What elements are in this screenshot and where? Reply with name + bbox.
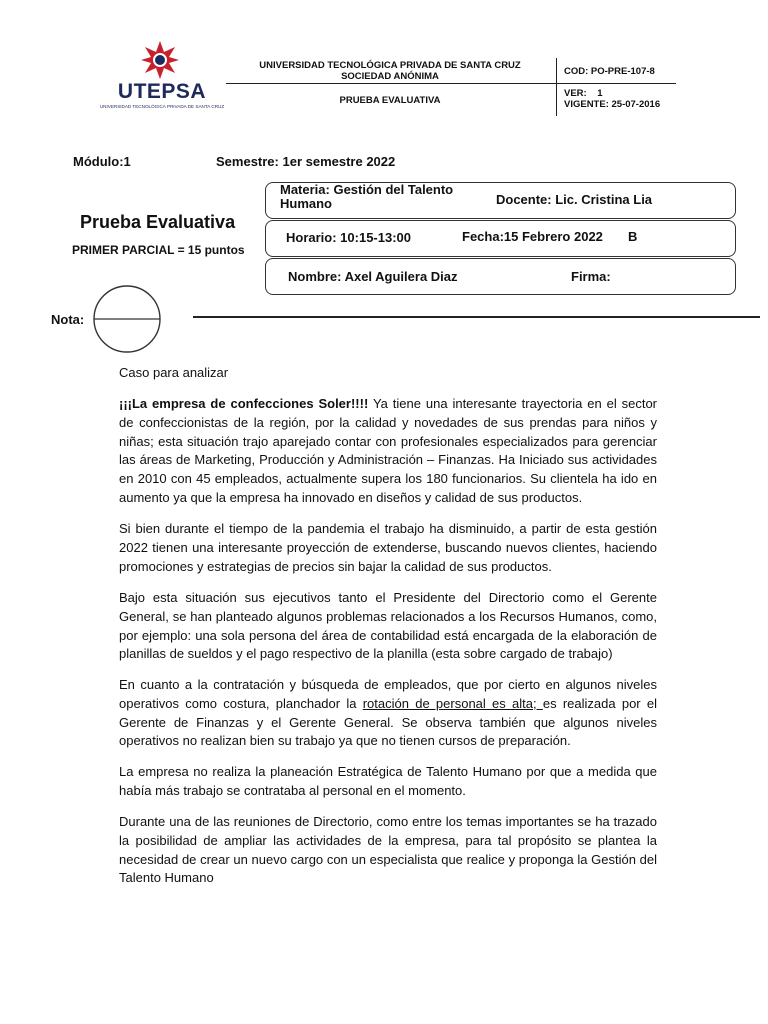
doc-code: COD: PO-PRE-107-8 — [564, 66, 655, 77]
teacher-label: Docente: Lic. Cristina Lia — [496, 192, 653, 207]
logo-wordmark: UTEPSA — [117, 80, 207, 103]
case-paragraph-5: La empresa no realiza la planeación Estratégica de Talento Humano por que a medida que había más trabajo se contrataba al personal en el momento. — [119, 764, 657, 798]
case-paragraph-6: Durante una de las reuniones de Directorio, como entre los temas importantes se ha trazado la posibilidad de ampliar las actividades de la empresa, para tal propósito se plantea la necesidad de crear un nuevo cargo con un especialista que realice y proponga la Gestión del Talento Humano — [119, 814, 657, 886]
logo-subtext: UNIVERSIDAD TECNOLÓGICA PRIVADA DE SANTA CRUZ — [100, 104, 224, 109]
doc-valid-date: VIGENTE: 25-07-2016 — [564, 99, 661, 110]
exam-subtitle: PRIMER PARCIAL = 15 puntos — [72, 243, 245, 257]
student-name: Nombre: Axel Aguilera Diaz — [288, 269, 458, 284]
utepsa-logo — [100, 38, 224, 114]
exam-title: Prueba Evaluativa — [80, 212, 236, 232]
schedule-box — [265, 220, 736, 257]
underlined-phrase: rotación de personal es alta; — [362, 695, 543, 711]
case-heading: Caso para analizar — [119, 365, 229, 380]
case-paragraph-3: Bajo esta situación sus ejecutivos tanto el Presidente del Directorio como el Gerente General, se han planteado algunos problemas relacionados a los Recursos Humanos, como, por ejemplo: una sola persona del área de contabilidad está encargada de la elaboración de planillas de sueldos y el pago respectivo de la planilla (esta sobre cargado de trabajo) — [119, 590, 657, 662]
group-label: B — [628, 229, 638, 244]
schedule-label: Horario: 10:15-13:00 — [286, 230, 411, 245]
grade-line — [193, 316, 760, 318]
doc-version: VER: 1 — [564, 88, 603, 99]
semester-label: Semestre: 1er semestre 2022 — [216, 154, 396, 169]
grade-label: Nota: — [51, 312, 85, 327]
case-paragraph-1: ¡¡¡La empresa de confecciones Soler!!!! Ya tiene una interesante trayectoria en el sector de confeccionistas de la región, por la calidad y novedades de sus prendas para niños y niñas; esta situación trajo aparejado contar con profesionales especializados para gerenciar las áreas de Marketing, Producción y Administración – Finanzas. Ha Iniciado sus actividades en 2010 con 45 empleados, actualmente supera los 180 funcionarios. Su clientela ha ido en aumento ya que la empresa ha innovado en diseños y calidad de sus productos. — [119, 396, 658, 505]
header-vertical-divider — [556, 58, 557, 116]
module-label: Módulo:1 — [73, 154, 131, 169]
subject-label: Materia: Gestión del Talento Humano — [280, 182, 454, 211]
doc-type: PRUEBA EVALUATIVA — [339, 95, 441, 106]
grade-circle — [92, 280, 162, 358]
signature-label: Firma: — [571, 269, 611, 284]
date-label: Fecha:15 Febrero 2022 — [462, 229, 603, 244]
header-divider — [226, 83, 676, 84]
case-paragraph-4: En cuanto a la contratación y búsqueda de empleados, que por cierto en algunos niveles operativos como costura, planchador la rotación de personal es alta; es realizada por el Gerente de Finanzas y el Gerente General. Se observa también que algunos niveles operativos no realizan bien su trabajo ya que no tienen cursos de preparación. — [119, 677, 658, 749]
subject-box — [265, 182, 736, 219]
university-name: UNIVERSIDAD TECNOLÓGICA PRIVADA DE SANTA CRUZ SOCIEDAD ANÓNIMA — [259, 60, 521, 82]
student-box — [265, 258, 736, 295]
case-paragraph-2: Si bien durante el tiempo de la pandemia el trabajo ha disminuido, a partir de esta gestión 2022 tienen una interesante proyección de extenderse, buscando nuevos clientes, haciendo promociones y estrategias de precios sin bajar la calidad de sus productos. — [119, 521, 657, 574]
